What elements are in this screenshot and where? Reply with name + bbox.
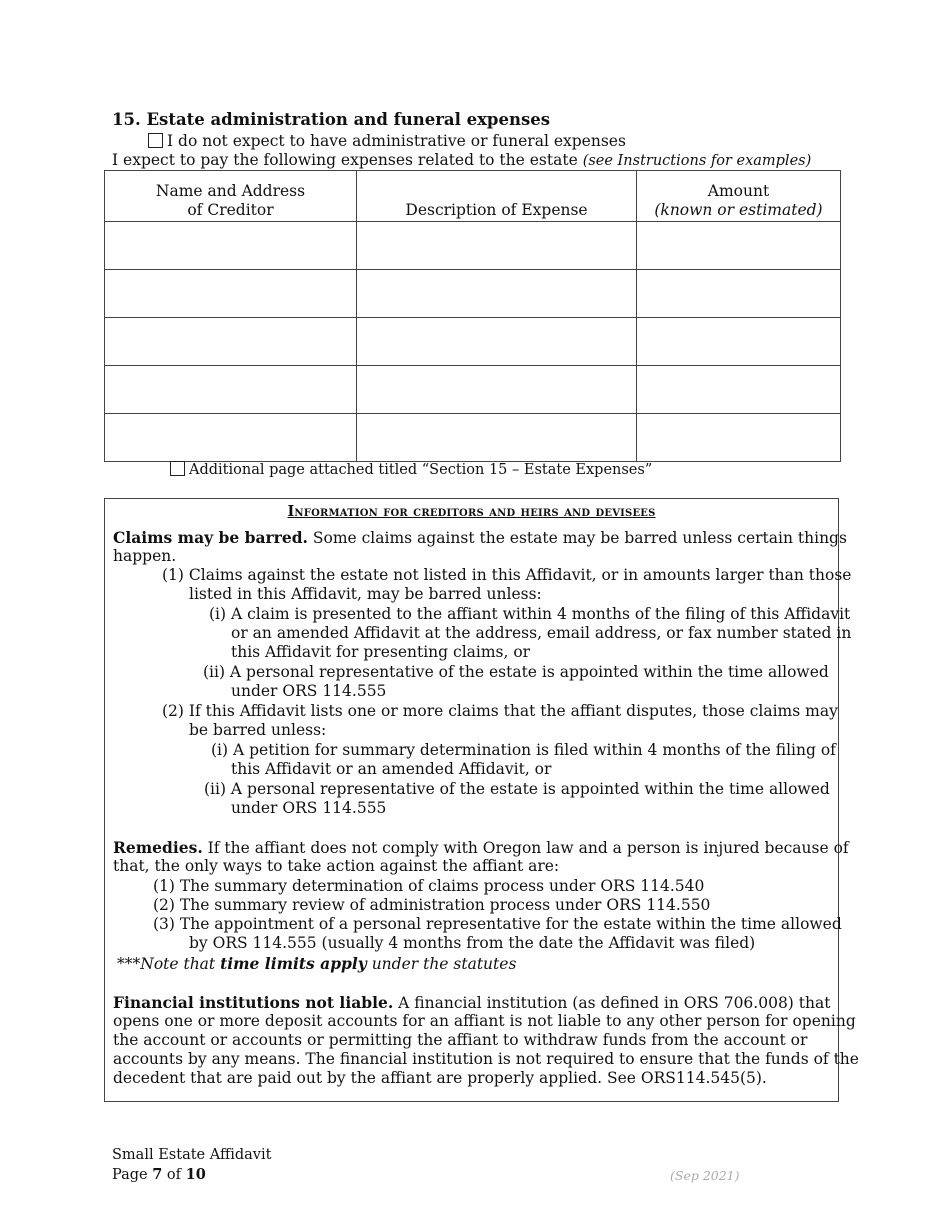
remedies-line-2: that, the only ways to take action against the affiant are: — [113, 857, 560, 875]
table-row — [105, 414, 841, 462]
table-row — [105, 366, 841, 414]
claims-line-1 — [113, 528, 847, 548]
no-expense-option[interactable] — [148, 132, 626, 151]
footer-revision-date: (Sep 2021) — [670, 1168, 740, 1183]
col-header-creditor-line1: Name and Address — [155, 182, 306, 200]
claim-1-line-a: (1) Claims against the estate not listed in this Affidavit, or in amounts larger than those — [162, 566, 852, 584]
claim-1-ii-line-a: (ii) A personal representative of the estate is appointed within the time allowed — [203, 663, 829, 681]
table-row — [105, 222, 841, 270]
info-box — [104, 498, 859, 1102]
amount-cell[interactable] — [637, 366, 841, 414]
fin-line-3: the account or accounts or permitting the affiant to withdraw funds from the account or — [113, 1031, 808, 1049]
description-cell[interactable] — [357, 222, 637, 270]
description-cell[interactable] — [357, 270, 637, 318]
page-word: Page — [112, 1167, 153, 1183]
creditor-cell[interactable] — [105, 366, 357, 414]
claim-1-i-line-c: this Affidavit for presenting claims, or — [231, 643, 531, 661]
remedy-3-line-b: by ORS 114.555 (usually 4 months from the date the Affidavit was filed) — [189, 934, 756, 952]
description-cell[interactable] — [357, 414, 637, 462]
no-expense-checkbox[interactable] — [148, 133, 163, 148]
footer-title: Small Estate Affidavit — [112, 1147, 272, 1163]
footer-page-number — [112, 1165, 206, 1185]
col-header-creditor-line2: of Creditor — [187, 201, 274, 219]
claims-line-2: happen. — [113, 547, 177, 565]
creditor-cell[interactable] — [105, 270, 357, 318]
claims-bold: Claims may be barred. — [113, 528, 308, 547]
fin-line-1 — [113, 993, 830, 1013]
col-header-amount-line1: Amount — [707, 182, 770, 200]
expect-text: I expect to pay the following expenses related to the estate — [112, 151, 578, 169]
time-limit-note — [117, 954, 516, 974]
creditor-cell[interactable] — [105, 414, 357, 462]
note-pre: ***Note that — [117, 955, 221, 973]
fin-text-1: A financial institution (as defined in ORS 706.008) that — [393, 994, 831, 1012]
claim-2-ii-line-b: under ORS 114.555 — [231, 799, 387, 817]
claim-2-i-line-b: this Affidavit or an amended Affidavit, or — [231, 760, 552, 778]
table-row — [105, 270, 841, 318]
col-header-creditor — [105, 171, 357, 222]
remedies-bold: Remedies. — [113, 838, 203, 857]
remedies-text-1: If the affiant does not comply with Oregon law and a person is injured because of — [202, 839, 849, 857]
note-bold: time limits apply — [220, 954, 367, 973]
col-header-amount — [637, 171, 841, 222]
remedies-line-1 — [113, 838, 849, 858]
amount-cell[interactable] — [637, 222, 841, 270]
page-current: 7 — [152, 1166, 163, 1183]
page-total: 10 — [185, 1166, 206, 1183]
claim-1-ii-line-b: under ORS 114.555 — [231, 682, 387, 700]
fin-line-2: opens one or more deposit accounts for an affiant is not liable to any other person for opening — [113, 1012, 856, 1030]
amount-cell[interactable] — [637, 318, 841, 366]
note-post: under the statutes — [366, 955, 517, 973]
claim-2-ii-line-a: (ii) A personal representative of the estate is appointed within the time allowed — [204, 780, 830, 798]
claim-1-i-line-b: or an amended Affidavit at the address, email address, or fax number stated in — [231, 624, 852, 642]
fin-line-5: decedent that are paid out by the affiant are properly applied. See ORS114.545(5). — [113, 1069, 767, 1087]
amount-cell[interactable] — [637, 270, 841, 318]
amount-cell[interactable] — [637, 414, 841, 462]
remedy-2: (2) The summary review of administration process under ORS 114.550 — [153, 896, 711, 914]
claims-text-1: Some claims against the estate may be barred unless certain things — [307, 529, 847, 547]
expect-note: (see Instructions for examples) — [582, 153, 812, 169]
col-header-description-label: Description of Expense — [405, 201, 588, 219]
no-expense-label: I do not expect to have administrative or funeral expenses — [167, 132, 626, 150]
expense-table — [104, 170, 841, 462]
info-heading: Information for creditors and heirs and devisees — [287, 503, 656, 520]
fin-line-4: accounts by any means. The financial institution is not required to ensure that the funds of the — [113, 1050, 859, 1068]
claim-1-i-line-a: (i) A claim is presented to the affiant within 4 months of the filing of this Affidavit — [209, 605, 851, 623]
claim-2-line-b: be barred unless: — [189, 721, 327, 739]
claim-2-line-a: (2) If this Affidavit lists one or more claims that the affiant disputes, those claims may — [162, 702, 838, 720]
additional-page-option[interactable] — [170, 461, 652, 480]
table-row — [105, 318, 841, 366]
of-word: of — [162, 1167, 186, 1183]
creditor-cell[interactable] — [105, 318, 357, 366]
expect-line — [112, 151, 811, 171]
fin-bold: Financial institutions not liable. — [113, 993, 394, 1012]
description-cell[interactable] — [357, 366, 637, 414]
remedy-3-line-a: (3) The appointment of a personal representative for the estate within the time allowed — [153, 915, 842, 933]
col-header-amount-line2: (known or estimated) — [654, 201, 823, 219]
section-title: 15. Estate administration and funeral expenses — [112, 110, 551, 129]
creditor-cell[interactable] — [105, 222, 357, 270]
additional-page-checkbox[interactable] — [170, 461, 185, 476]
claim-1-line-b: listed in this Affidavit, may be barred unless: — [189, 585, 542, 603]
col-header-description — [357, 171, 637, 222]
remedy-1: (1) The summary determination of claims process under ORS 114.540 — [153, 877, 705, 895]
description-cell[interactable] — [357, 318, 637, 366]
additional-page-label: Additional page attached titled “Section 15 – Estate Expenses” — [189, 462, 653, 478]
claim-2-i-line-a: (i) A petition for summary determination is filed within 4 months of the filing of — [211, 741, 836, 759]
